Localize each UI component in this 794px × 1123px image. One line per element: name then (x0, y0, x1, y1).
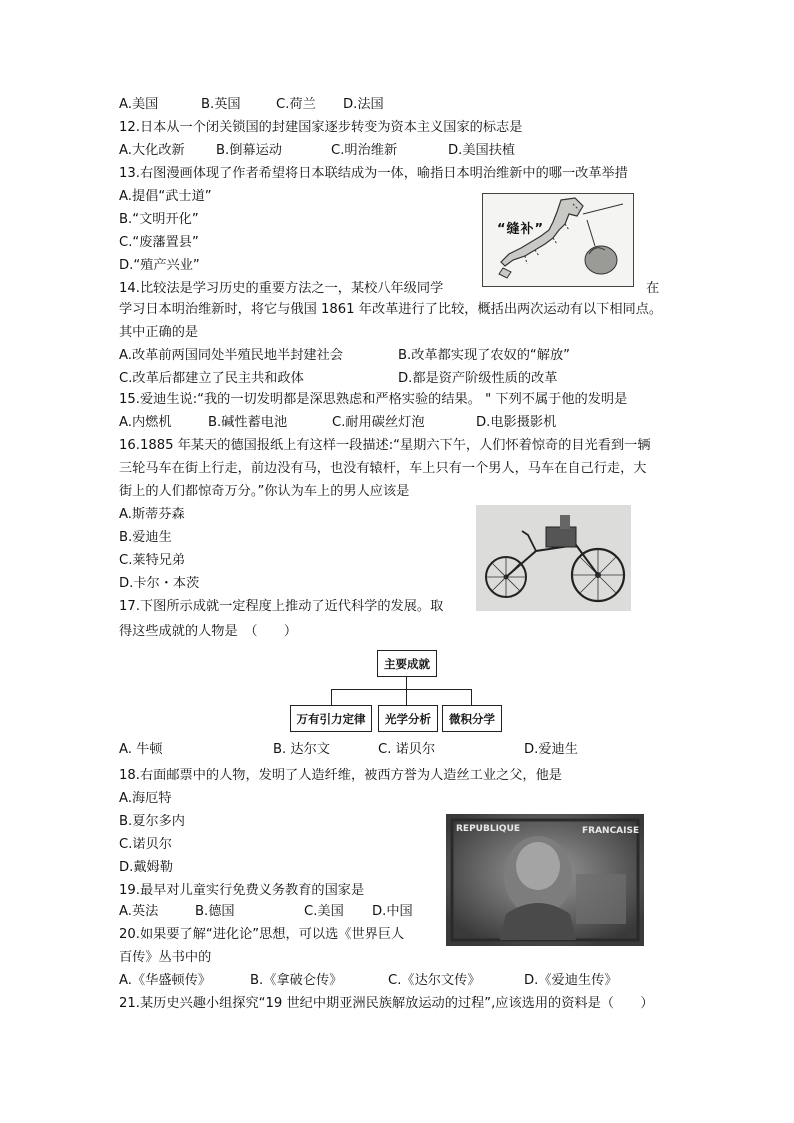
q15-stem: 15.爱迪生说:“我的一切发明都是深思熟虑和严格实验的结果。 " 下列不属于他的发明是 (119, 392, 628, 407)
q11-option-c: C.荷兰 (276, 97, 316, 112)
cartoon-caption: “缝补” (497, 222, 545, 237)
q15-option-b: B.碱性蓄电池 (208, 415, 288, 430)
q14-stem-line2: 学习日本明治维新时，将它与俄国 1861 年改革进行了比较，概括出两次运动有以下相同点。 (119, 302, 663, 317)
q14-option-d: D.都是资产阶级性质的改革 (398, 371, 558, 386)
q12-stem: 12.日本从一个闭关锁国的封建国家逐步转变为资本主义国家的标志是 (119, 120, 523, 135)
stamp-text-republique: REPUBLIQUE (456, 824, 521, 834)
q17-option-a: A. 牛顿 (119, 742, 163, 757)
diagram-right-connector (471, 689, 472, 705)
q14-stem-line3: 其中正确的是 (119, 325, 199, 340)
diagram-horizontal-connector (331, 689, 472, 690)
q17-stem-line1: 17.下图所示成就一定程度上推动了近代科学的发展。取 (119, 599, 444, 614)
q19-stem: 19.最早对儿童实行免费义务教育的国家是 (119, 883, 365, 898)
q17-option-b: B. 达尔文 (273, 742, 330, 757)
diagram-left-connector (331, 689, 332, 705)
q19-option-c: C.美国 (304, 904, 344, 919)
q13-option-b: B.“文明开化” (119, 212, 199, 227)
q17-option-d: D.爱迪生 (524, 742, 578, 757)
q16-stem-line3: 街上的人们都惊奇万分。”你认为车上的男人应该是 (119, 484, 410, 499)
q12-option-b: B.倒幕运动 (216, 143, 282, 158)
japan-sewing-cartoon (482, 193, 634, 287)
q19-option-d: D.中国 (372, 904, 413, 919)
q17-option-c: C. 诺贝尔 (378, 742, 436, 757)
q13-option-d: D.“殖产兴业” (119, 258, 200, 273)
diagram-root-box: 主要成就 (377, 650, 437, 677)
q16-stem-line1: 16.1885 年某天的德国报纸上有这样一段描述:“星期六下午，人们怀着惊奇的目光看到一辆 (119, 438, 651, 453)
q20-stem-line1: 20.如果要了解“进化论”思想，可以选《世界巨人 (119, 927, 405, 942)
q16-option-a: A.斯蒂芬森 (119, 507, 185, 522)
q16-stem-line2: 三轮马车在街上行走，前边没有马，也没有辕杆，车上只有一个男人，马车在自己行走，大 (119, 461, 647, 476)
diagram-root-connector (406, 676, 407, 690)
q19-option-a: A.英法 (119, 904, 159, 919)
q13-stem: 13.右图漫画体现了作者希望将日本联结成为一体，喻指日本明治维新中的哪一改革举措 (119, 166, 628, 181)
q16-option-c: C.莱特兄弟 (119, 553, 186, 568)
q15-option-d: D.电影摄影机 (476, 415, 557, 430)
q13-option-a: A.提倡“武士道” (119, 189, 212, 204)
q14-stem-tail: 在 (646, 281, 660, 296)
diagram-middle-connector (406, 689, 407, 705)
q12-option-c: C.明治维新 (331, 143, 398, 158)
q18-option-c: C.诺贝尔 (119, 837, 172, 852)
q20-stem-line2: 百传》丛书中的 (119, 950, 212, 965)
stamp-text-francaise: FRANCAISE (582, 826, 640, 836)
q13-option-c: C.“废藩置县” (119, 235, 199, 250)
diagram-box-optics: 光学分析 (378, 705, 438, 732)
q16-option-b: B.爱迪生 (119, 530, 172, 545)
q15-option-c: C.耐用碳丝灯泡 (332, 415, 425, 430)
q14-option-c: C.改革后都建立了民主共和政体 (119, 371, 304, 386)
q21-stem: 21.某历史兴趣小组探究“19 世纪中期亚洲民族解放运动的过程”,应该选用的资料是（ ） (119, 996, 654, 1011)
q18-option-a: A.海厄特 (119, 791, 172, 806)
q18-option-d: D.戴姆勒 (119, 860, 173, 875)
q19-option-b: B.德国 (195, 904, 235, 919)
q15-option-a: A.内燃机 (119, 415, 172, 430)
q20-option-d: D.《爱迪生传》 (524, 973, 618, 988)
q14-option-a: A.改革前两国同处半殖民地半封建社会 (119, 348, 343, 363)
diagram-box-calculus: 微积分学 (442, 705, 502, 732)
stamp-photo (446, 814, 644, 946)
q16-option-d: D.卡尔・本茨 (119, 576, 200, 591)
q18-option-b: B.夏尔多内 (119, 814, 185, 829)
q11-option-a: A.美国 (119, 97, 159, 112)
benz-car-photo (476, 505, 631, 611)
q20-option-c: C.《达尔文传》 (388, 973, 481, 988)
q18-stem: 18.右面邮票中的人物，发明了人造纤维，被西方誉为人造丝工业之父，他是 (119, 768, 562, 783)
diagram-box-gravitation: 万有引力定律 (290, 705, 372, 732)
q14-option-b: B.改革都实现了农奴的“解放” (398, 348, 570, 363)
q12-option-d: D.美国扶植 (448, 143, 516, 158)
q20-option-b: B.《拿破仑传》 (250, 973, 343, 988)
q12-option-a: A.大化改新 (119, 143, 185, 158)
q14-stem-line1: 14.比较法是学习历史的重要方法之一，某校八年级同学 (119, 281, 444, 296)
q17-stem-line2: 得这些成就的人物是 （ ） (119, 624, 298, 639)
q11-option-b: B.英国 (201, 97, 241, 112)
q11-option-d: D.法国 (343, 97, 384, 112)
q20-option-a: A.《华盛顿传》 (119, 973, 212, 988)
